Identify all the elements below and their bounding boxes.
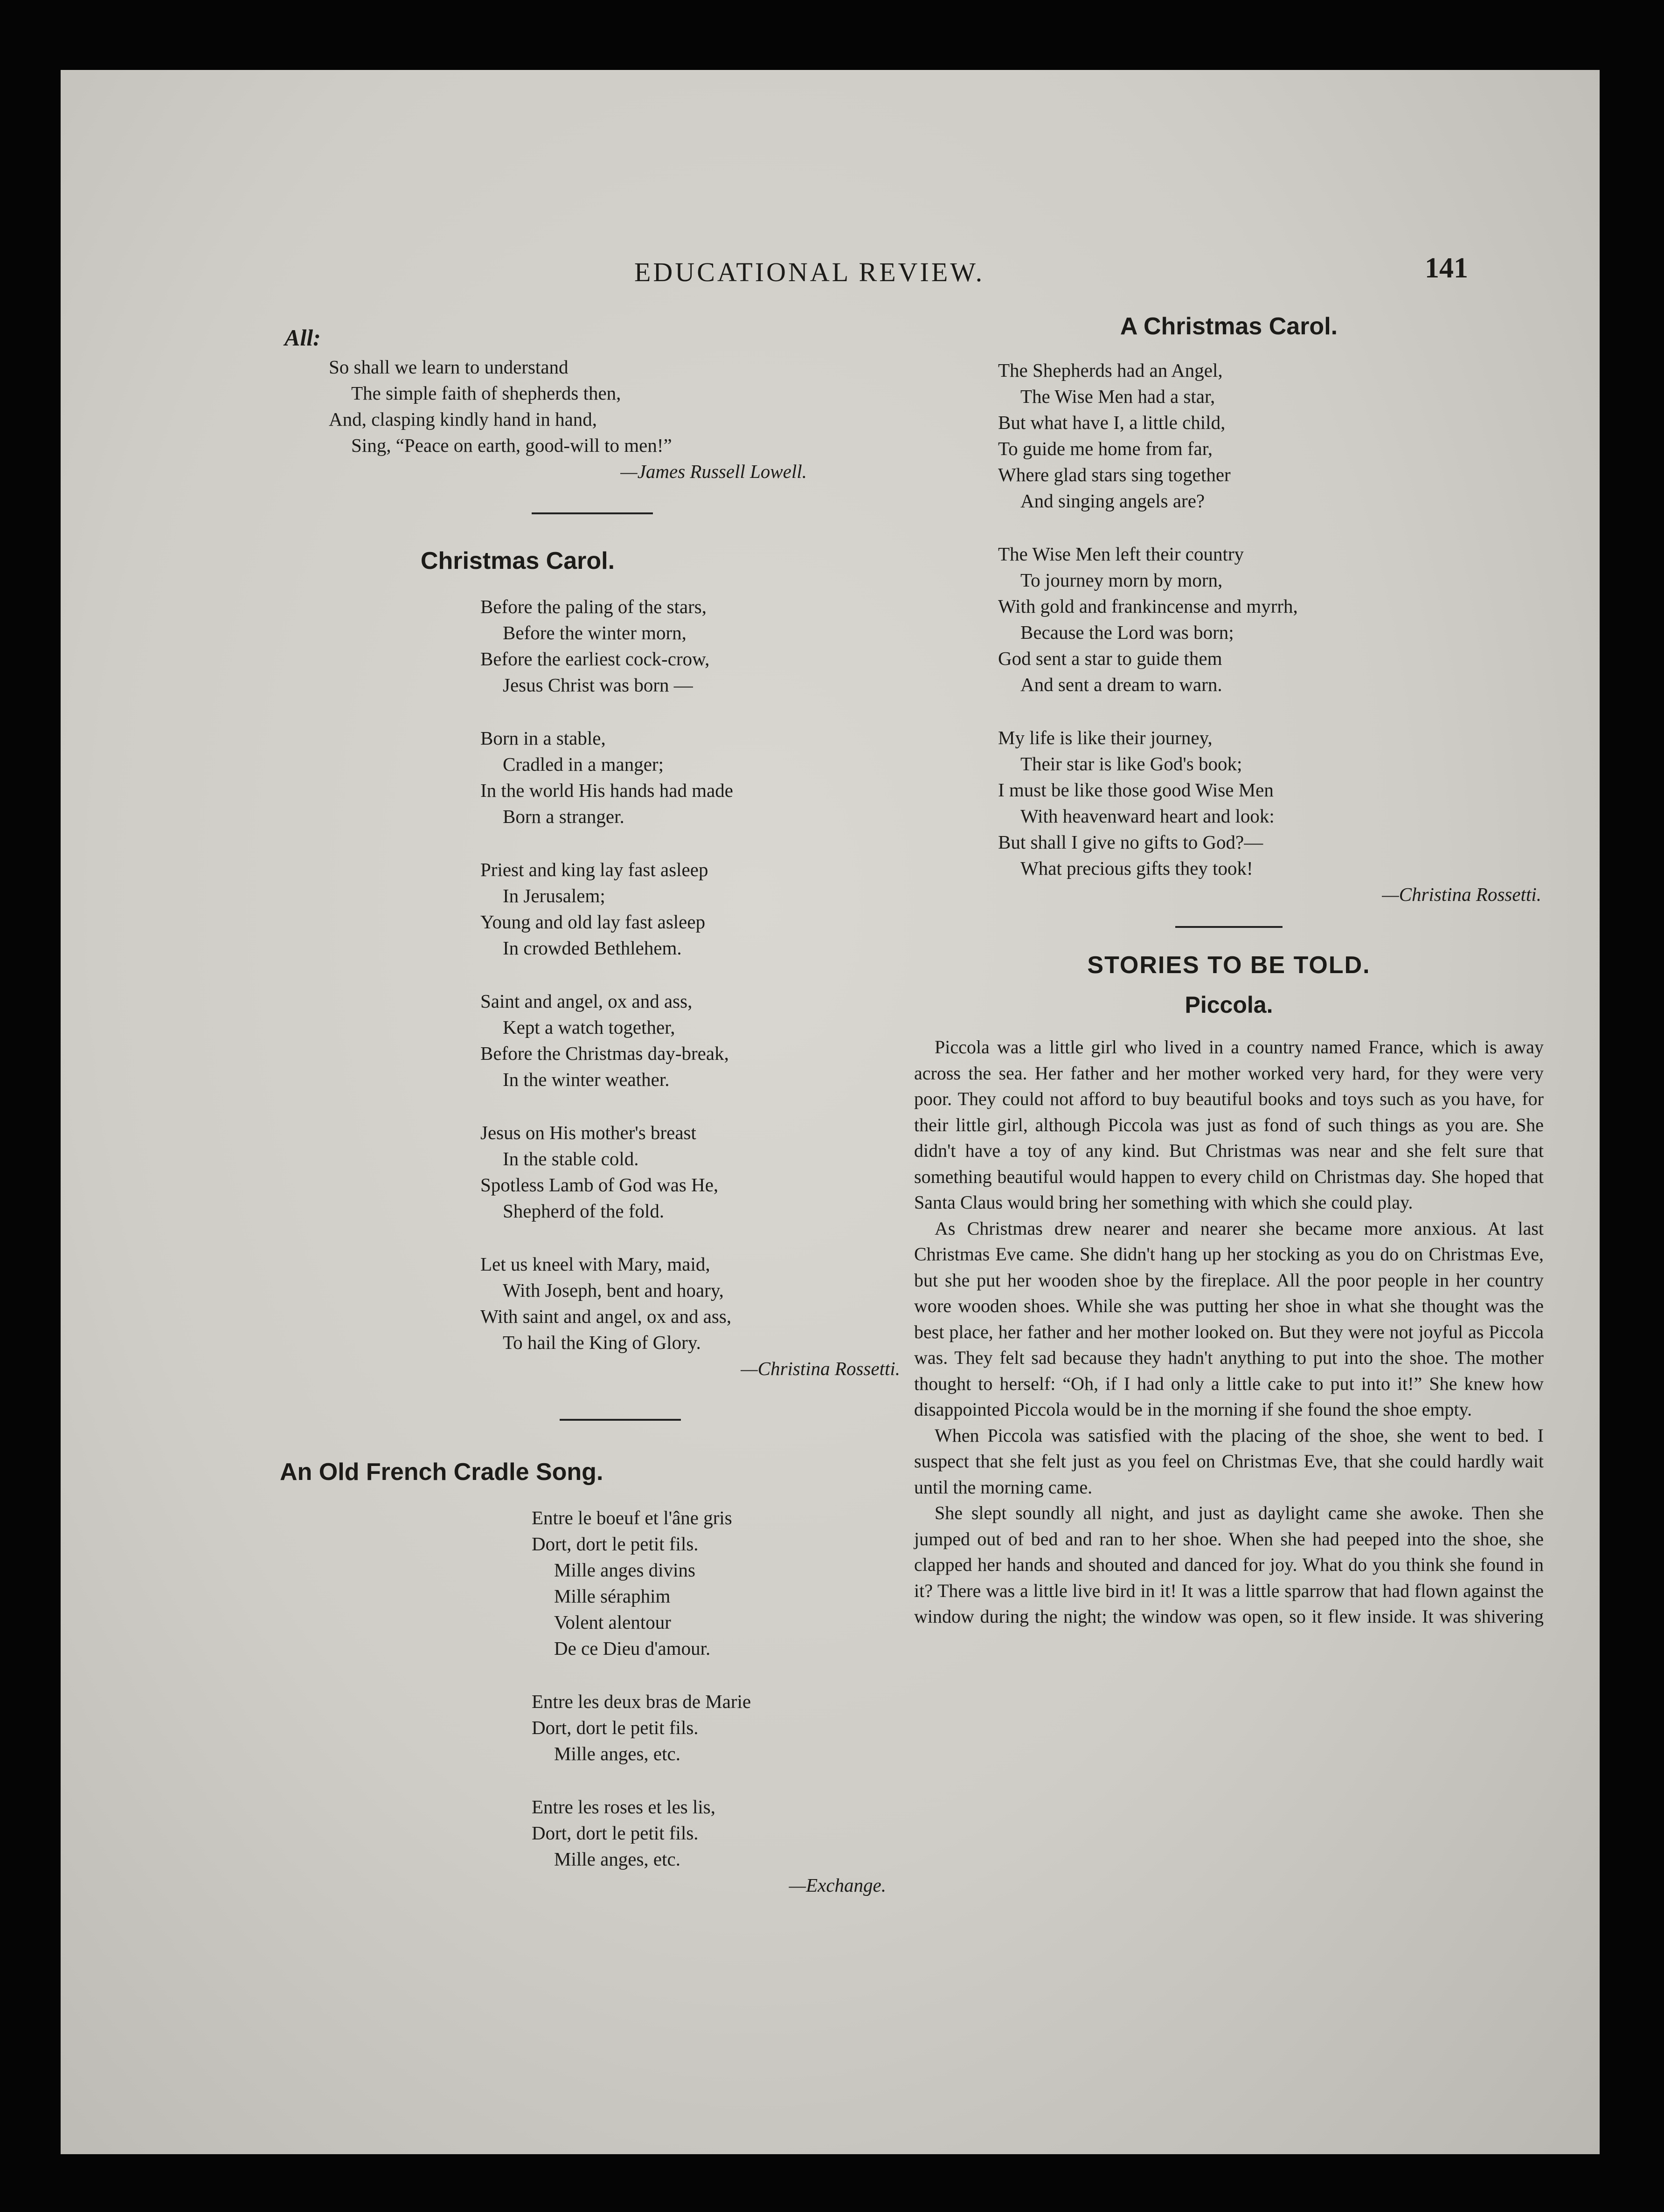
stanza — [998, 357, 1544, 514]
poem-line: Dort, dort le petit fils. — [532, 1533, 699, 1555]
poem-line: Their star is like God's book; — [1020, 753, 1242, 774]
stanza — [532, 1505, 900, 1661]
poem-title: Christmas Carol. — [420, 547, 615, 574]
poem-line: Because the Lord was born; — [1020, 622, 1234, 643]
poem-line: Before the earliest cock-crow, — [480, 648, 710, 670]
poem-line: In crowded Bethlehem. — [503, 937, 682, 959]
poem-line: Before the paling of the stars, — [480, 596, 707, 617]
poem-line: What precious gifts they took! — [1020, 857, 1253, 879]
magazine-page — [61, 70, 1600, 2154]
section-divider — [560, 1419, 681, 1421]
lowell-stanza — [284, 354, 807, 458]
poem-line: The Wise Men left their country — [998, 543, 1244, 565]
page-number: 141 — [1425, 252, 1468, 284]
right-column — [914, 312, 1544, 1630]
section-heading: STORIES TO BE TOLD. — [1087, 952, 1371, 979]
a-christmas-carol-poem — [914, 312, 1544, 907]
poem-line: And sent a dream to warn. — [1020, 674, 1222, 695]
poem-line: The Shepherds had an Angel, — [998, 359, 1223, 381]
poem-line: In the world His hands had made — [480, 780, 733, 801]
page-header — [61, 252, 1600, 303]
poem-line: With heavenward heart and look: — [1020, 805, 1275, 827]
attribution: —James Russell Lowell. — [620, 461, 807, 482]
story-paragraph: When Piccola was satisfied with the placing of the shoe, she went to bed. I suspect that she felt just as you feel on Christmas Eve, that she could hardly wait until the morning came. — [914, 1424, 1544, 1498]
poem-line: With saint and angel, ox and ass, — [480, 1306, 732, 1327]
poem-line: Mille anges, etc. — [554, 1743, 680, 1764]
poem-line: To hail the King of Glory. — [503, 1332, 701, 1353]
story-paragraph: As Christmas drew nearer and nearer she became more anxious. At last Christmas Eve came. She didn't hang up her stocking as you do on Christmas Eve, but she put her wooden shoe by the fireplace. All the poor people in her country wore wooden shoes. While she was putting her shoe in what she thought was the best place, her father and her mother looked on. But they were not joyful as Piccola was. They felt sad because they hadn't anything to put into the shoe. The mother thought to herself: “Oh, if I had only a little cake to put into it!” She knew how disappointed Piccola would be in the morning if she found the shoe empty. — [914, 1217, 1544, 1420]
poem-body — [284, 1505, 900, 1872]
poem-body — [914, 357, 1544, 881]
left-column — [280, 324, 947, 1898]
poem-line: To journey morn by morn, — [1020, 569, 1223, 591]
stories-section — [914, 951, 1544, 1630]
poem-line: In the stable cold. — [503, 1148, 639, 1169]
poem-line: But what have I, a little child, — [998, 412, 1226, 433]
speaker-label: All: — [284, 325, 321, 351]
christmas-carol-poem — [284, 547, 900, 1382]
poem-line: With Joseph, bent and hoary, — [503, 1279, 724, 1301]
poem-line: Mille séraphim — [554, 1585, 671, 1607]
poem-line: The Wise Men had a star, — [1020, 386, 1215, 407]
poem-line: Mille anges, etc. — [554, 1848, 680, 1870]
stanza — [532, 1688, 900, 1767]
poem-title: A Christmas Carol. — [1120, 313, 1338, 340]
stanza — [532, 1794, 900, 1872]
poem-line: Dort, dort le petit fils. — [532, 1717, 699, 1738]
poem-line: Jesus on His mother's breast — [480, 1122, 696, 1143]
running-title: EDUCATIONAL REVIEW. — [634, 257, 985, 287]
stanza — [998, 725, 1544, 881]
poem-line: Cradled in a manger; — [503, 753, 664, 775]
story-title: Piccola. — [1185, 992, 1273, 1018]
poem-line: Shepherd of the fold. — [503, 1200, 665, 1222]
french-cradle-song-poem — [280, 1458, 900, 1898]
section-divider — [1175, 926, 1283, 928]
poem-line: And singing angels are? — [1020, 490, 1205, 512]
poem-line: Mille anges divins — [554, 1559, 695, 1581]
story-paragraph: She slept soundly all night, and just as daylight came she awoke. Then she jumped out of bed and ran to her shoe. When she had peeped into the shoe, she clapped her hands and shouted and danced for joy. What do you think she found in it? There was a little live bird in it! It was a little sparrow that had flown against the window during the night; the window was open, so it flew inside. It was shivering — [914, 1502, 1544, 1627]
poem-line: Kept a watch together, — [503, 1016, 675, 1038]
story-paragraph: Piccola was a little girl who lived in a country named France, which is away across the sea. Her father and her mother worked very hard, for they were very poor. They could not afford to buy beautiful books and toys such as you have, for their little girl, although Piccola was just as fond of such things as you are. She didn't have a toy of any kind. But Christmas was near and she felt sure that something beautiful would happen to every child on Christmas day. She hoped that Santa Claus would bring her something with which she could play. — [914, 1037, 1544, 1213]
poem-line: Born a stranger. — [503, 806, 624, 827]
stanza — [480, 594, 900, 698]
attribution: —Christina Rossetti. — [741, 1358, 900, 1379]
poem-line: Sing, “Peace on earth, good-will to men!” — [351, 435, 672, 456]
section-divider — [532, 512, 653, 514]
poem-line: Entre les deux bras de Marie — [532, 1691, 751, 1712]
poem-line: Spotless Lamb of God was He, — [480, 1174, 719, 1196]
poem-line: I must be like those good Wise Men — [998, 779, 1274, 801]
poem-line: Young and old lay fast asleep — [480, 911, 706, 933]
poem-line: Volent alentour — [554, 1611, 671, 1633]
poem-line: The simple faith of shepherds then, — [351, 382, 621, 404]
stanza — [480, 1120, 900, 1224]
poem-line: Entre le boeuf et l'âne gris — [532, 1507, 732, 1528]
poem-line: De ce Dieu d'amour. — [554, 1638, 711, 1659]
poem-line: With gold and frankincense and myrrh, — [998, 595, 1298, 617]
stanza — [480, 857, 900, 961]
poem-line: In the winter weather. — [503, 1069, 670, 1090]
poem-line: Jesus Christ was born — — [503, 674, 693, 696]
poem-line: Saint and angel, ox and ass, — [480, 990, 693, 1012]
poem-line: In Jerusalem; — [503, 885, 605, 906]
poem-line: Let us kneel with Mary, maid, — [480, 1253, 710, 1275]
poem-line: To guide me home from far, — [998, 438, 1213, 459]
poem-line: Dort, dort le petit fils. — [532, 1822, 699, 1844]
poem-line: Priest and king lay fast asleep — [480, 859, 708, 880]
poem-line: Before the Christmas day-break, — [480, 1043, 729, 1064]
poem-line: Entre les roses et les lis, — [532, 1796, 715, 1818]
stanza — [998, 541, 1544, 698]
attribution: —Christina Rossetti. — [1382, 884, 1541, 905]
poem-title: An Old French Cradle Song. — [280, 1459, 603, 1486]
poem-line: God sent a star to guide them — [998, 648, 1222, 669]
lowell-poem-excerpt — [284, 324, 807, 484]
poem-line: Where glad stars sing together — [998, 464, 1231, 485]
stanza — [480, 725, 900, 830]
poem-line: Before the winter morn, — [503, 622, 686, 643]
poem-line: And, clasping kindly hand in hand, — [329, 408, 597, 430]
stanza — [480, 1251, 900, 1355]
poem-line: So shall we learn to understand — [329, 356, 569, 378]
poem-line: But shall I give no gifts to God?— — [998, 831, 1263, 853]
poem-line: My life is like their journey, — [998, 727, 1213, 748]
poem-body — [284, 594, 900, 1355]
stanza — [480, 988, 900, 1092]
attribution: —Exchange. — [789, 1874, 886, 1896]
poem-line: Born in a stable, — [480, 727, 606, 749]
